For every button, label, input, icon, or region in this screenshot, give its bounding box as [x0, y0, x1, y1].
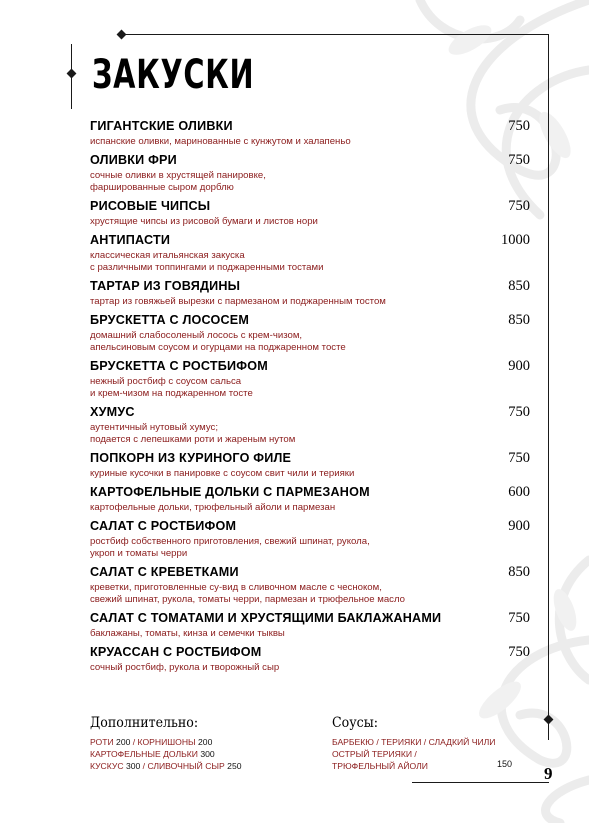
- sauces-section: [332, 714, 495, 772]
- frame-top-line: [124, 34, 549, 35]
- menu-item-price: 900: [508, 358, 530, 374]
- menu-item: [90, 644, 530, 678]
- additional-text: КАРТОФЕЛЬНЫЕ ДОЛЬКИ: [90, 749, 201, 759]
- menu-item-price: 850: [508, 278, 530, 294]
- menu-item-name: ОЛИВКИ ФРИ: [90, 153, 177, 167]
- menu-item-name: САЛАТ С РОСТБИФОМ: [90, 519, 237, 533]
- menu-item-price: 850: [508, 564, 530, 580]
- menu-item-description: хрустящие чипсы из рисовой бумаги и листов нори: [90, 216, 318, 227]
- menu-item: [90, 232, 530, 278]
- additional-line: [90, 760, 242, 772]
- menu-item-price: 750: [508, 198, 530, 214]
- menu-item: [90, 152, 530, 198]
- sauces-line: ТРЮФЕЛЬНЫЙ АЙОЛИ: [332, 761, 428, 771]
- additional-line: [90, 736, 242, 748]
- menu-item-price: 600: [508, 484, 530, 500]
- menu-item-description: домашний слабосоленый лосось с крем-чизом, апельсиновым соусом и огурцами на поджаренном тосте: [90, 330, 346, 353]
- menu-item-description: баклажаны, томаты, кинза и семечки тыквы: [90, 628, 285, 639]
- menu-item-name: КАРТОФЕЛЬНЫЕ ДОЛЬКИ С ПАРМЕЗАНОМ: [90, 485, 370, 499]
- menu-item-description: куриные кусочки в панировке с соусом свит чили и терияки: [90, 468, 355, 479]
- menu-item: [90, 450, 530, 484]
- additional-title: Дополнительно:: [90, 715, 199, 731]
- additional-price: 300: [200, 749, 215, 759]
- additional-text: / СЛИВОЧНЫЙ СЫР: [140, 761, 228, 771]
- menu-item: [90, 484, 530, 518]
- menu-item: [90, 198, 530, 232]
- menu-item: [90, 358, 530, 404]
- menu-item-name: ГИГАНТСКИЕ ОЛИВКИ: [90, 119, 233, 133]
- menu-item: [90, 404, 530, 450]
- menu-item-description: ростбиф собственного приготовления, свежий шпинат, рукола, укроп и томаты черри: [90, 536, 370, 559]
- menu-item-description: картофельные дольки, трюфельный айоли и пармезан: [90, 502, 336, 513]
- menu-item-name: ХУМУС: [90, 405, 135, 419]
- menu-item: [90, 312, 530, 358]
- menu-item-price: 750: [508, 404, 530, 420]
- additional-text: / КОРНИШОНЫ: [130, 737, 199, 747]
- menu-item: [90, 118, 530, 152]
- additional-text: РОТИ: [90, 737, 117, 747]
- additional-price: 300: [125, 761, 141, 771]
- page-number: 9: [544, 764, 553, 783]
- additional-price: 250: [227, 761, 242, 771]
- frame-bottom-line: [412, 782, 549, 783]
- menu-item-name: КРУАССАН С РОСТБИФОМ: [90, 645, 262, 659]
- menu-item-name: САЛАТ С КРЕВЕТКАМИ: [90, 565, 239, 579]
- additional-section: [90, 714, 242, 772]
- sauces-title: Соусы:: [332, 715, 378, 731]
- menu-item-description: тартар из говяжьей вырезки с пармезаном и поджаренным тостом: [90, 296, 386, 307]
- menu-item-name: РИСОВЫЕ ЧИПСЫ: [90, 199, 211, 213]
- menu-item-name: ПОПКОРН ИЗ КУРИНОГО ФИЛЕ: [90, 451, 292, 465]
- additional-text: КУСКУС: [90, 761, 126, 771]
- frame-right-line: [548, 34, 549, 740]
- menu-item-price: 1000: [501, 232, 530, 248]
- menu-item-price: 750: [508, 152, 530, 168]
- menu-item-name: АНТИПАСТИ: [90, 233, 171, 247]
- sauces-line: ОСТРЫЙ ТЕРИЯКИ /: [332, 749, 417, 759]
- page-title: ЗАКУСКИ: [92, 52, 255, 98]
- menu-item-description: испанские оливки, маринованные с кунжутом и халапеньо: [90, 136, 351, 147]
- menu-item-name: ТАРТАР ИЗ ГОВЯДИНЫ: [90, 279, 241, 293]
- menu-item: [90, 278, 530, 312]
- menu-item: [90, 518, 530, 564]
- menu-item-name: БРУСКЕТТА С ЛОСОСЕМ: [90, 313, 250, 327]
- sauces-price: 150: [497, 759, 513, 769]
- menu-item-description: сочный ростбиф, рукола и творожный сыр: [90, 662, 280, 673]
- menu-item-description: нежный ростбиф с соусом сальса и крем-чизом на поджаренном тосте: [90, 376, 253, 399]
- menu-item-price: 750: [508, 644, 530, 660]
- sauces-line: БАРБЕКЮ / ТЕРИЯКИ / СЛАДКИЙ ЧИЛИ: [332, 737, 496, 747]
- menu-item-description: аутентичный нутовый хумус; подается с лепешками роти и жареным нутом: [90, 422, 296, 445]
- menu-item: [90, 564, 530, 610]
- additional-line: [90, 748, 242, 760]
- additional-price: 200: [116, 737, 131, 747]
- menu-item-price: 750: [508, 450, 530, 466]
- menu-items-list: [90, 118, 530, 678]
- additional-price: 200: [198, 737, 213, 747]
- menu-item-description: креветки, приготовленные су-вид в сливочном масле с чесноком, свежий шпинат, рукола, томаты черри, пармезан и трюфельное масло: [90, 582, 406, 605]
- menu-item-description: классическая итальянская закуска с различными топпингами и поджаренными тостами: [90, 250, 324, 273]
- menu-item-price: 750: [508, 118, 530, 134]
- menu-item-price: 850: [508, 312, 530, 328]
- menu-item-price: 900: [508, 518, 530, 534]
- menu-item-price: 750: [508, 610, 530, 626]
- menu-item-name: БРУСКЕТТА С РОСТБИФОМ: [90, 359, 268, 373]
- menu-item-description: сочные оливки в хрустящей панировке, фаршированные сыром дорблю: [90, 170, 266, 193]
- menu-item: [90, 610, 530, 644]
- menu-item-name: САЛАТ С ТОМАТАМИ И ХРУСТЯЩИМИ БАКЛАЖАНАМИ: [90, 611, 442, 625]
